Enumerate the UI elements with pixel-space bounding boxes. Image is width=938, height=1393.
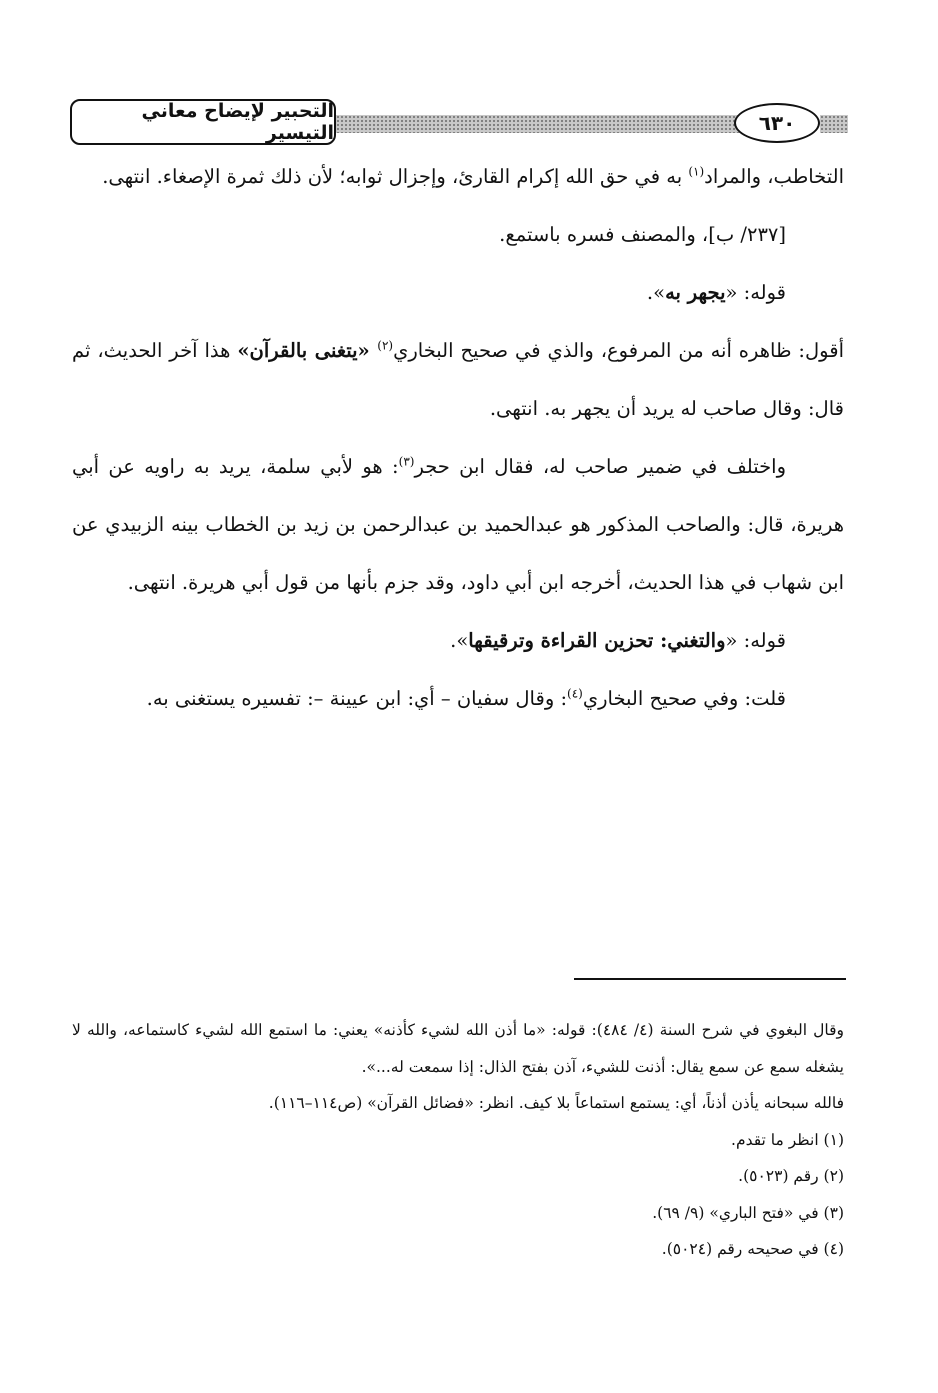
paragraph-3: قوله: «يجهر به». [646, 281, 786, 304]
quoted-phrase: يجهر به [665, 281, 726, 304]
footnote-ref-4: (٤) [567, 686, 583, 701]
footnote-4: (٤) في صحيحه رقم (٥٠٢٤). [661, 1240, 844, 1258]
paragraph-2: [٢٣٧/ ب]، والمصنف فسره باستمع. [499, 223, 786, 246]
footnote-separator [574, 978, 846, 980]
footnotes [72, 1012, 844, 1268]
footnote-3: (٣) في «فتح الباري» (٩/ ٦٩). [652, 1203, 844, 1222]
footnote-ref-3: (٣) [398, 454, 415, 469]
footnote-ref-2: (٢) [377, 338, 394, 353]
paragraph-6: قوله: «والتغني: تحزين القراءة وترقيقها». [450, 629, 786, 652]
page-header [70, 95, 848, 155]
paragraph-5: واختلف في ضمير صاحب له، فقال ابن حجر$^{(٣)}$: هو لأبي سلمة، يريد به راويه عن أبي هريرة، قال: والصاحب المذكور هو عبدالحميد بن عبدالرحمن بن زيد بن الخطاب بينه الزبيدي عن ابن شهاب في هذا الحديث، أخرجه ابن أبي داود، وقد جزم بأنها من قول أبي هريرة. انتهى. [72, 454, 844, 594]
footnote-1: (١) انظر ما تقدم. [731, 1130, 844, 1149]
page-number: ٦٣٠ [734, 103, 820, 143]
book-title: التحبير لإيضاح معاني التيسير [70, 99, 336, 145]
paragraph-1: التخاطب، والمراد$^{(١)}$ به في حق الله إكرام القارئ، وإجزال ثوابه؛ لأن ذلك ثمرة الإصغاء. انتهى. [102, 164, 844, 188]
footnote-continuation: فالله سبحانه يأذن أذناً، أي: يستمع استماعاً بلا كيف. انظر: «فضائل القرآن» (ص١١٤–١١٦). [268, 1094, 844, 1112]
header-ornament-band [320, 115, 748, 133]
quoted-phrase: والتغني: تحزين القراءة وترقيقها [468, 629, 726, 652]
paragraph-4: أقول: ظاهره أنه من المرفوع، والذي في صحيح البخاري$^{(٢)}$ «يتغنى بالقرآن» هذا آخر الحديث، ثم قال: وقال صاحب له يريد أن يجهر به. انتهى. [72, 338, 844, 420]
footnote-2: (٢) رقم (٥٠٢٣). [738, 1167, 844, 1185]
quoted-phrase: «يتغنى بالقرآن» [237, 339, 378, 362]
footnote-ref-1: (١) [688, 164, 705, 179]
footnote-continuation: وقال البغوي في شرح السنة (٤/ ٤٨٤): قوله: «ما أذن الله لشيء كأذنه» يعني: ما استمع الله لشيء كاستماعه، والله لا يشغله سمع عن سمع يقال: أذنت للشيء، آذن بفتح الذال: إذا سمعت له...». [72, 1021, 844, 1076]
header-ornament-band-right [820, 115, 848, 133]
paragraph-7: قلت: وفي صحيح البخاري$^{(٤)}$: وقال سفيان – أي: ابن عيينة –: تفسيره يستغنى به. [146, 686, 786, 710]
main-text [72, 148, 844, 728]
